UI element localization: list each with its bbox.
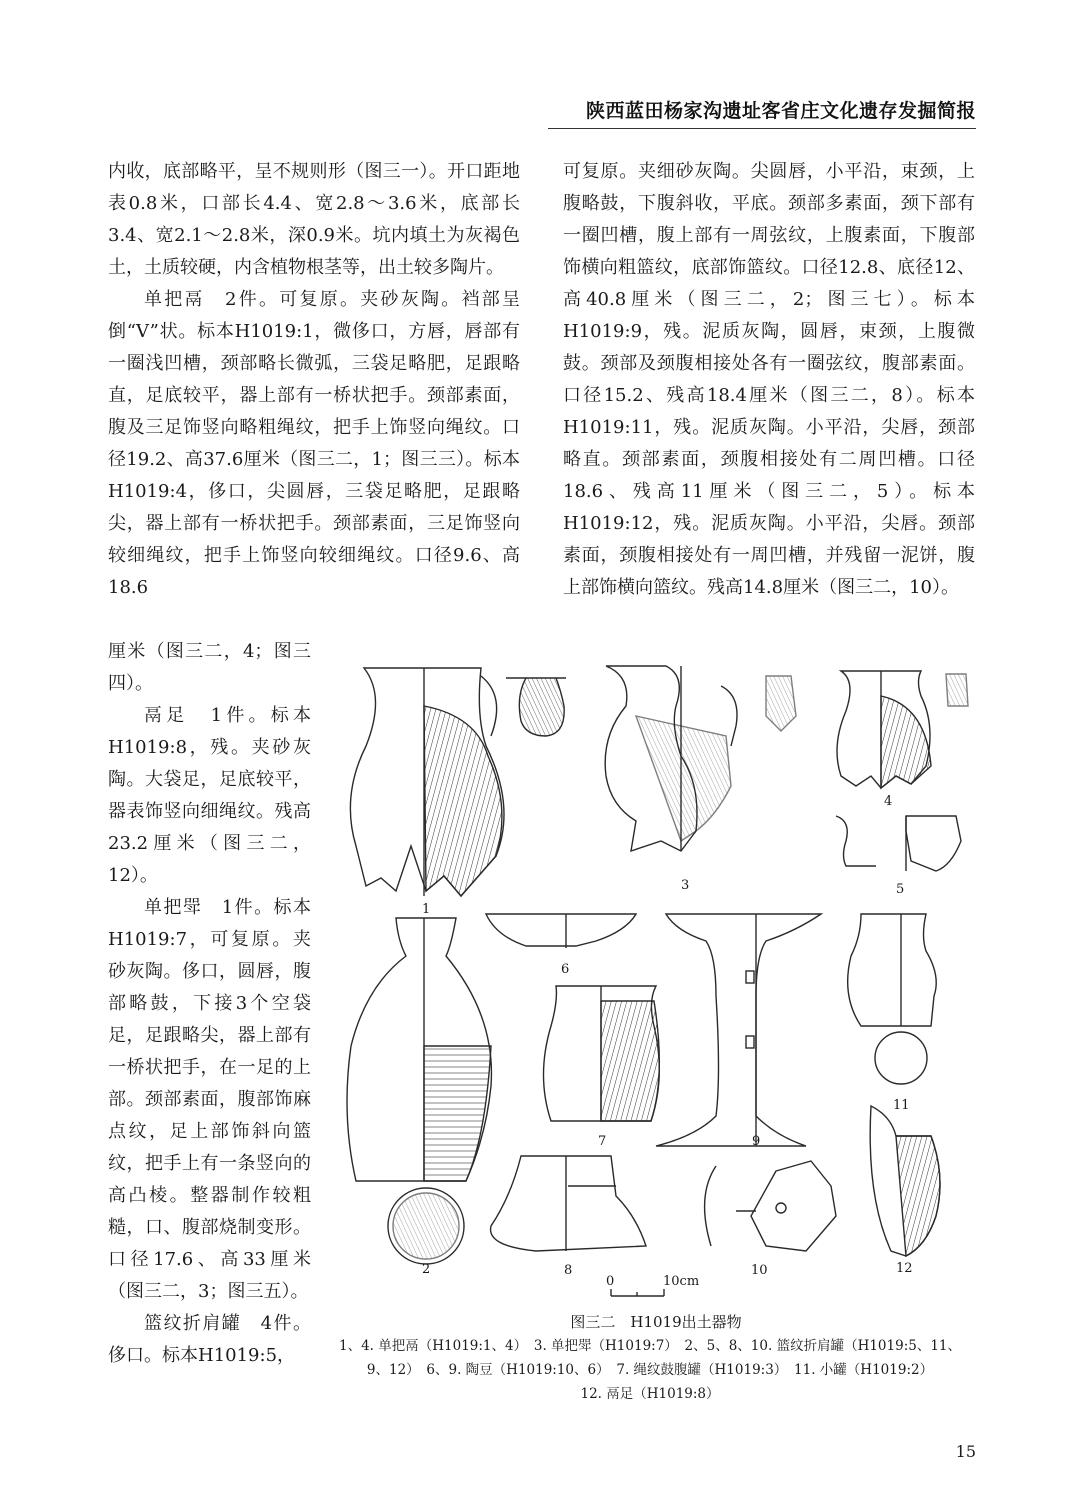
pottery-figure [336, 656, 986, 1306]
figure-number-6: 6 [561, 962, 570, 977]
caption-line-1: 1、4. 单把鬲（H1019:1、4） 3. 单把斝（H1019:7） 2、5、8、10. 篮纹折肩罐（H1019:5、11、 [338, 1338, 962, 1354]
figure-caption-title: 图三二 H1019出土器物 [570, 1313, 742, 1331]
caption-line-3: 12. 鬲足（H1019:8） [580, 1386, 720, 1402]
pottery-drawings [336, 656, 986, 1306]
figure-number-10: 10 [751, 1263, 768, 1278]
vessel-12-li-foot [870, 1106, 940, 1256]
narrow-text-column [108, 636, 311, 1372]
paragraph-jar-specimens: 可复原。夹细砂灰陶。尖圆唇，小平沿，束颈，上腹略鼓，下腹斜收，平底。颈部多素面，颈下部有一圈凹槽，腹上部有一周弦纹，上腹素面，下腹部饰横向粗篮纹，底部饰篮纹。口径12.8、底径12、高40.8厘米（图三二，2；图三七）。标本H1019:9，残。泥质灰陶，圆唇，束颈，上腹微鼓。颈部及颈腹相接处各有一圈弦纹，腹部素面。口径15.2、残高18.4厘米（图三二，8）。标本H1019:11，残。泥质灰陶。小平沿，尖唇，颈部略直。颈部素面，颈腹相接处有二周凹槽。口径18.6、残高11厘米（图三二，5）。标本H1019:12，残。泥质灰陶。小平沿，尖唇。颈部素面，颈腹相接处有一周凹槽，并残留一泥饼，腹上部饰横向篮纹。残高14.8厘米（图三二，10）。 [563, 161, 975, 598]
scale-bar [611, 1289, 664, 1296]
figure-number-5: 5 [896, 882, 905, 897]
scale-end-label: 10cm [663, 1274, 700, 1289]
vessel-5-jar-rim [836, 816, 961, 871]
paragraph-single-handle-li: 单把鬲 2件。可复原。夹砂灰陶。裆部呈倒“V”状。标本H1019:1，微侈口，方唇，唇部有一圈浅凹槽，颈部略长微弧，三袋足略肥，足跟略直，足底较平，器上部有一桥状把手。颈部素面，腹及三足饰竖向略粗绳纹，把手上饰竖向绳纹。口径19.2、高37.6厘米（图三二，1；图三三）。标本H1019:4，侈口，尖圆唇，三袋足略肥，足跟略尖，器上部有一桥状把手。颈部素面，三足饰竖向较细绳纹，把手上饰竖向较细绳纹。口径9.6、高18.6 [108, 289, 520, 598]
scale-start-label: 0 [606, 1274, 615, 1289]
figure-number-1: 1 [422, 902, 431, 917]
figure-number-9: 9 [752, 1134, 761, 1149]
journal-running-header: 陕西蓝田杨家沟遗址客省庄文化遗存发掘简报 [585, 100, 976, 122]
vessel-1-li [350, 668, 566, 896]
figure-number-2: 2 [422, 1262, 431, 1277]
figure-number-8: 8 [564, 1263, 573, 1278]
vessel-3-jia [605, 666, 796, 851]
vessel-8-jar [491, 1156, 646, 1251]
vessel-11-small-jar [848, 914, 937, 1084]
paragraph-basket-jar: 篮纹折肩罐 4件。侈口。标本H1019:5， [108, 1313, 311, 1366]
figure-number-11: 11 [893, 1098, 910, 1113]
paragraph-single-handle-jia: 单把斝 1件。标本H1019:7，可复原。夹砂灰陶。侈口，圆唇，腹部略鼓，下接3个空袋足，足跟略尖，器上部有一桥状把手，在一足的上部。颈部素面，腹部饰麻点纹，足上部饰斜向篮纹，把手上有一条竖向的高凸棱。整器制作较粗糙，口、腹部烧制变形。口径17.6、高33厘米（图三二，3；图三五）。 [108, 897, 311, 1302]
figure-caption [320, 1334, 980, 1406]
vessel-6-dou [486, 914, 636, 948]
paragraph-li-continued: 厘米（图三二，4；图三四）。 [108, 641, 311, 694]
figure-number-7: 7 [598, 1134, 607, 1149]
figure-number-4: 4 [884, 794, 893, 809]
caption-line-2: 9、12） 6、9. 陶豆（H1019:10、6） 7. 绳纹鼓腹罐（H1019:3） 11. 小罐（H1019:2） [366, 1362, 934, 1378]
vessel-9-dou [656, 914, 821, 1146]
vessel-4-li [837, 671, 968, 788]
vessel-7-jar [544, 986, 660, 1121]
vessel-10-jar-fragment [705, 1161, 836, 1251]
left-text-column [108, 156, 520, 604]
figure-number-12: 12 [896, 1261, 913, 1276]
paragraph-li-foot: 鬲足 1件。标本H1019:8，残。夹砂灰陶。大袋足，足底较平，器表饰竖向细绳纹。残高23.2厘米（图三二，12）。 [108, 705, 311, 886]
right-text-column [563, 156, 975, 604]
paragraph-pit-description: 内收，底部略平，呈不规则形（图三一）。开口距地表0.8米，口部长4.4、宽2.8～3.6米，底部长3.4、宽2.1～2.8米，深0.9米。坑内填土为灰褐色土，土质较硬，内含植物根茎等，出土较多陶片。 [108, 161, 520, 278]
header-rule [548, 128, 976, 129]
vessel-2-jar [347, 918, 491, 1264]
figure-number-3: 3 [681, 878, 690, 893]
page-number: 15 [955, 1442, 976, 1461]
